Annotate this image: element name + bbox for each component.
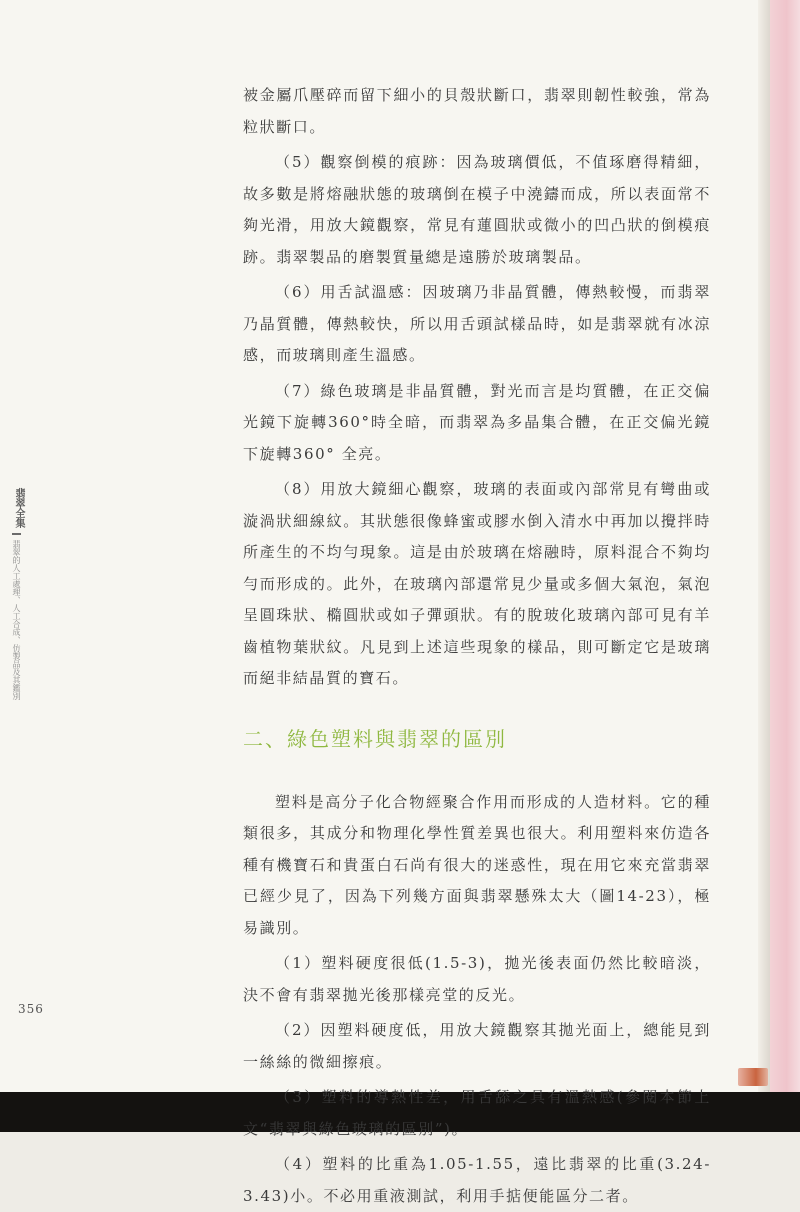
paragraph: 被金屬爪壓碎而留下細小的貝殼狀斷口，翡翠則韌性較強，常為粒狀斷口。 bbox=[243, 80, 711, 143]
side-navigation bbox=[10, 488, 22, 700]
paragraph: （2）因塑料硬度低，用放大鏡觀察其拋光面上，總能見到一絲絲的微細擦痕。 bbox=[243, 1015, 711, 1078]
paragraph: （3）塑料的導熱性差，用舌舔之具有溫熱感(參閱本節上文“翡翠與綠色玻璃的區別”)。 bbox=[243, 1082, 711, 1145]
paragraph: （7）綠色玻璃是非晶質體，對光而言是均質體，在正交偏光鏡下旋轉360°時全暗，而翡翠為多晶集合體，在正交偏光鏡下旋轉360° 全亮。 bbox=[243, 376, 711, 471]
paragraph: （8）用放大鏡細心觀察，玻璃的表面或內部常見有彎曲或漩渦狀細線紋。其狀態很像蜂蜜或膠水倒入清水中再加以攪拌時所產生的不均勻現象。這是由於玻璃在熔融時，原料混合不夠均勻而形成的。此外，在玻璃內部還常見少量或多個大氣泡，氣泡呈圓珠狀、橢圓狀或如子彈頭狀。有的脫玻化玻璃內部可見有羊齒植物葉狀紋。凡見到上述這些現象的樣品，則可斷定它是玻璃而絕非結晶質的寶石。 bbox=[243, 474, 711, 695]
side-nav-subtitle: 翡翠的人工處理、人工合成、仿製品及其鑑別 bbox=[10, 540, 23, 700]
paragraph: （5）觀察倒模的痕跡：因為玻璃價低，不值琢磨得精細，故多數是將熔融狀態的玻璃倒在模子中澆鑄而成，所以表面常不夠光滑，用放大鏡觀察，常見有蓮圓狀或微小的凹凸狀的倒模痕跡。翡翠製品的磨製質量總是遠勝於玻璃製品。 bbox=[243, 147, 711, 273]
paragraph-group-bottom bbox=[243, 787, 711, 1212]
page-number: 356 bbox=[18, 1002, 44, 1016]
paragraph: （1）塑料硬度很低(1.5-3)，拋光後表面仍然比較暗淡，決不會有翡翠拋光後那樣亮堂的反光。 bbox=[243, 948, 711, 1011]
paragraph: （4）塑料的比重為1.05-1.55，遠比翡翠的比重(3.24-3.43)小。不必用重液測試，利用手掂便能區分二者。 bbox=[243, 1149, 711, 1212]
book-edge-mark bbox=[738, 1068, 768, 1086]
paragraph-group-top bbox=[243, 80, 711, 695]
paragraph: 塑料是高分子化合物經聚合作用而形成的人造材料。它的種類很多，其成分和物理化學性質差異也很大。利用塑料來仿造各種有機寶石和貴蛋白石尚有很大的迷惑性，現在用它來充當翡翠已經少見了，因為下列幾方面與翡翠懸殊太大（圖14-23），極易識別。 bbox=[243, 787, 711, 945]
book-edge bbox=[770, 0, 800, 1092]
section-heading: 二、綠色塑料與翡翠的區別 bbox=[243, 725, 711, 753]
side-nav-title: 翡翠全集 bbox=[10, 488, 26, 528]
side-nav-divider bbox=[12, 533, 21, 535]
paragraph: （6）用舌試溫感：因玻璃乃非晶質體，傳熱較慢，而翡翠乃晶質體，傳熱較快，所以用舌頭試樣品時，如是翡翠就有冰涼感，而玻璃則產生溫感。 bbox=[243, 277, 711, 372]
main-text bbox=[243, 80, 711, 1212]
